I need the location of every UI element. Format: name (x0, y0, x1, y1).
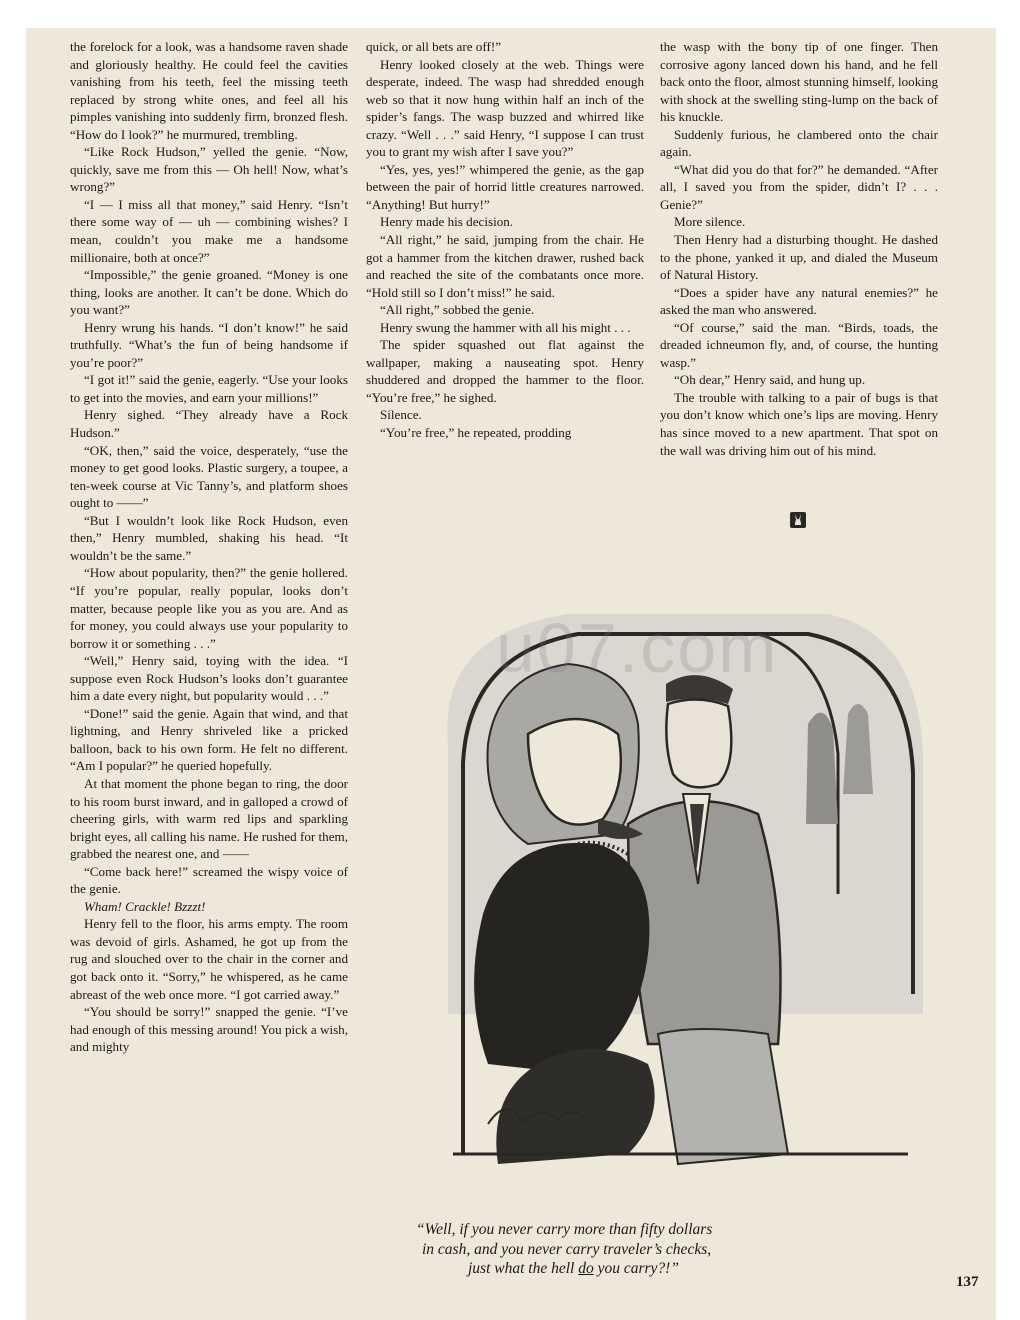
paragraph: “You should be sorry!” snapped the genie. “I’ve had enough of this messing around! You pick a wish, and mighty (70, 1004, 348, 1055)
paragraph: “I — I miss all that money,” said Henry. “Isn’t there some way of — uh — combining wishes? I mean, couldn’t you make me a handsome millionaire, both at once?” (70, 196, 348, 265)
paragraph: “OK, then,” said the voice, desperately, “use the money to get good looks. Plastic surgery, a toupee, a ten-week course at Vic Tanny’s, and platform shoes ought to ——” (70, 442, 348, 511)
paragraph: “You’re free,” he repeated, prodding (380, 425, 572, 441)
paragraph: Henry fell to the floor, his arms empty. The room was devoid of girls. Ashamed, he got up from the rug and slouched over to the chair in the corner and got back onto it. “Sorry,” he whispered, as he came abreast of the web once more. “I got carried away.” (70, 916, 348, 1002)
paragraph: More silence. (674, 214, 746, 230)
watermark: u07.com (496, 609, 779, 687)
sound-effect-line: Wham! Crackle! Bzzzt! (84, 898, 206, 914)
page-number: 137 (956, 1274, 979, 1290)
rabbit-logo-icon (790, 512, 806, 528)
paragraph: “Impossible,” the genie groaned. “Money is one thing, looks are another. It can’t be done. Which do you want?” (70, 267, 348, 318)
paragraph: “I got it!” said the genie, eagerly. “Use your looks to get into the movies, and earn your millions!” (70, 372, 348, 405)
text-column-2 (366, 38, 644, 442)
paragraph: “What did you do that for?” he demanded. “After all, I saved you from the spider, didn’t I? . . . Genie?” (660, 161, 938, 212)
paragraph: “All right,” he said, jumping from the chair. He got a hammer from the kitchen drawer, rushed back and reached the site of the combatants once more. “Hold still so I don’t miss!” he said. (366, 232, 644, 300)
paragraph: Suddenly furious, he clambered onto the chair again. (660, 126, 938, 160)
caption-emphasis: do (578, 1260, 594, 1277)
paragraph: “Like Rock Hudson,” yelled the genie. “Now, quickly, save me from this — Oh hell! Now, what’s wrong?” (70, 144, 348, 195)
paragraph: the forelock for a look, was a handsome raven shade and gloriously healthy. He could feel the cavities vanishing from his teeth, feel the missing teeth replaced by strong white ones, and feel all his pimples vanishing into suddenly firm, bronzed flesh. “How do I look?” he murmured, trembling. (70, 39, 348, 142)
paragraph: The spider squashed out flat against the wallpaper, making a nauseating spot. Henry shuddered and dropped the hammer to the floor. “You’re free,” he sighed. (366, 337, 644, 405)
paragraph: “Does a spider have any natural enemies?” he asked the man who answered. (660, 284, 938, 318)
paragraph: “All right,” sobbed the genie. (380, 302, 535, 318)
paragraph: “But I wouldn’t look like Rock Hudson, even then,” Henry mumbled, shaking his head. “It wouldn’t be the same.” (70, 512, 348, 563)
caption-fragment: you carry?!” (593, 1260, 679, 1277)
text-column-1 (70, 38, 348, 1056)
paragraph: “Come back here!” screamed the wispy voice of the genie. (70, 863, 348, 897)
caption-line: in cash, and you never carry traveler’s checks, (422, 1240, 712, 1258)
paragraph: “Oh dear,” Henry said, and hung up. (674, 372, 866, 388)
paragraph: quick, or all bets are off!” (366, 39, 502, 54)
paragraph: Henry swung the hammer with all his might . . . (380, 319, 631, 335)
paragraph: Henry made his decision. (380, 214, 514, 230)
paragraph: Silence. (380, 407, 422, 423)
paragraph: the wasp with the bony tip of one finger. Then corrosive agony lanced down his hand, and he fell back onto the floor, almost stunning himself, looking with shock at the swelling sting-lump on the back of his knuckle. (660, 39, 938, 125)
cartoon-caption (416, 1220, 916, 1279)
paragraph: At that moment the phone began to ring, the door to his room burst inward, and in galloped a crowd of cheering girls, with warm red lips and sparkling bright eyes, all calling his name. He rushed for them, grabbed the nearest one, and —— (70, 775, 348, 862)
paragraph: The trouble with talking to a pair of bugs is that you don’t know which one’s lips are moving. Henry has since moved to a new apartment. That spot on the wall was driving him out of his mind. (660, 389, 938, 458)
paragraph: Henry sighed. “They already have a Rock Hudson.” (70, 407, 348, 441)
paragraph: “Of course,” said the man. “Birds, toads, the dreaded ichneumon fly, and, of course, the hunting wasp.” (660, 319, 938, 370)
caption-line: “Well, if you never carry more than fifty dollars (416, 1221, 713, 1238)
paragraph: Henry looked closely at the web. Things were desperate, indeed. The wasp had shredded enough web so that it now hung within half an inch of the spider’s fangs. The wasp buzzed and whirred like crazy. “Well . . .” said Henry, “I suppose I can trust you to grant my wish after I save you?” (366, 56, 644, 160)
paragraph: “How about popularity, then?” the genie hollered. “If you’re popular, really popular, looks don’t matter, because people like you as you are. And as for money, you could always use your popularity to borrow it or something . . .” (70, 565, 348, 651)
text-column-3 (660, 38, 938, 459)
paragraph: Henry wrung his hands. “I don’t know!” he said truthfully. “What’s the fun of being handsome if you’re poor?” (70, 319, 348, 370)
paragraph: “Well,” Henry said, toying with the idea. “I suppose even Rock Hudson’s looks don’t guarantee him a date every night, but popularity would . . .” (70, 653, 348, 704)
paragraph: “Yes, yes, yes!” whimpered the genie, as the gap between the pair of horrid little creatures narrowed. “Anything! But hurry!” (366, 161, 644, 212)
caption-line (416, 1259, 916, 1279)
paragraph: “Done!” said the genie. Again that wind, and that lightning, and Henry shriveled like a pricked balloon, back to his own form. He felt no different. “Am I popular?” he queried hopefully. (70, 705, 348, 774)
paragraph: Then Henry had a disturbing thought. He dashed to the phone, yanked it up, and dialed the Museum of Natural History. (660, 232, 938, 283)
caption-fragment: just what the hell (468, 1260, 579, 1277)
magazine-page (26, 28, 996, 1320)
